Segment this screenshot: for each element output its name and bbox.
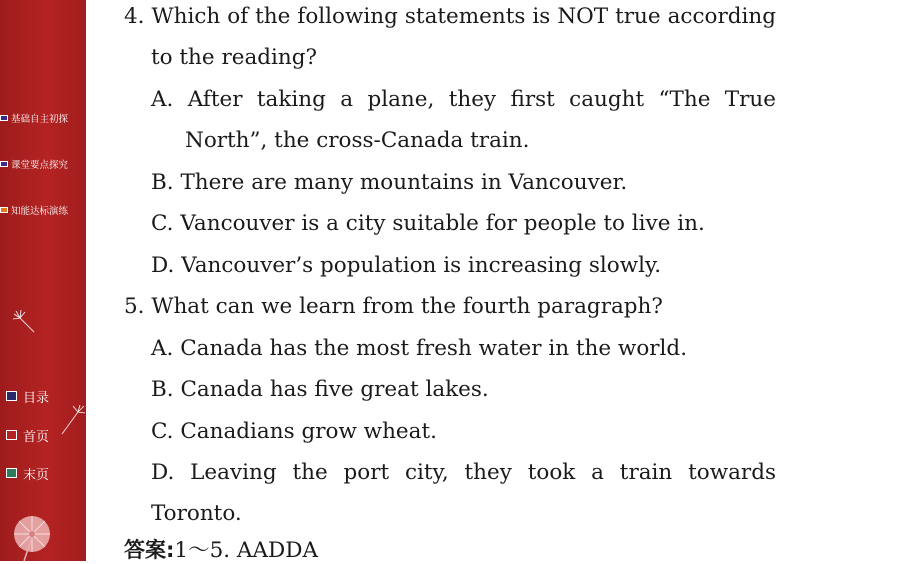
answer-label: 答案: <box>124 538 175 562</box>
question-4-option-b: B. There are many mountains in Vancouver. <box>151 170 628 195</box>
question-4-option-a: A. After taking a plane, they first caught “The True <box>151 87 776 112</box>
question-4-stem: 4. Which of the following statements is NOT true according <box>124 4 776 29</box>
question-5-stem: 5. What can we learn from the fourth paragraph? <box>124 294 663 319</box>
nav-label: 课堂要点探究 <box>11 160 69 171</box>
question-5-option-c: C. Canadians grow wheat. <box>151 419 437 444</box>
nav-label: 目录 <box>23 390 50 406</box>
question-5-option-b: B. Canada has five great lakes. <box>151 377 489 402</box>
question-5-option-d: D. Leaving the port city, they took a train towards <box>151 460 776 485</box>
nav-label: 知能达标演练 <box>11 206 69 217</box>
nav-label: 末页 <box>23 467 50 483</box>
question-4-option-d: D. Vancouver’s population is increasing slowly. <box>151 253 662 278</box>
nav-label: 基础自主初探 <box>11 114 69 125</box>
question-4-option-c: C. Vancouver is a city suitable for people to live in. <box>151 211 705 236</box>
answer <box>124 533 318 564</box>
nav-label: 首页 <box>23 429 50 445</box>
question-4-option-a-cont: North”, the cross-Canada train. <box>185 128 530 153</box>
answer-value: 1～5. AADDA <box>174 538 318 563</box>
question-5-option-a: A. Canada has the most fresh water in the world. <box>151 336 688 361</box>
question-5-option-d-cont: Toronto. <box>151 501 242 526</box>
question-4-stem-cont: to the reading? <box>151 45 318 70</box>
